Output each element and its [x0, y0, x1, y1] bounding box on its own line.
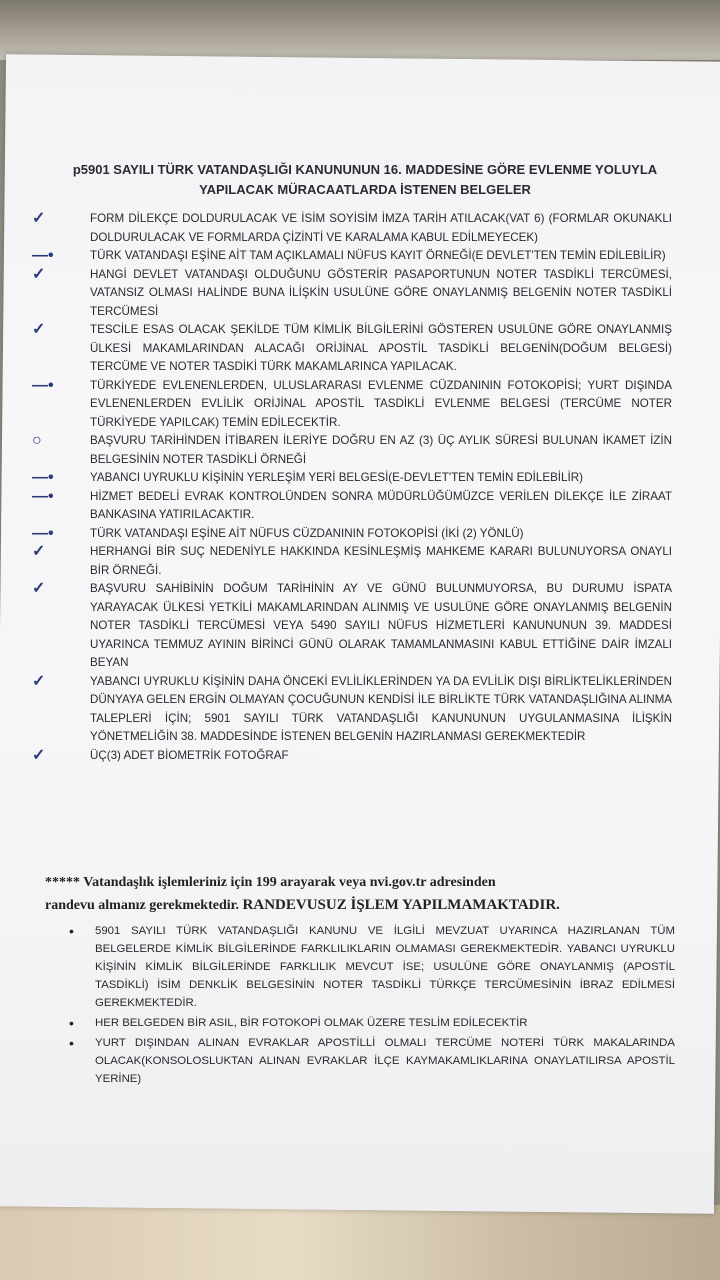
requirement-text: TÜRK VATANDAŞI EŞİNE AİT TAM AÇIKLAMALI NÜFUS KAYIT ÖRNEĞİ(E DEVLET'TEN TEMİN EDİLEBİLİR)	[90, 249, 666, 262]
bullet-icon: •	[69, 1015, 74, 1031]
requirement-text: ÜÇ(3) ADET BİOMETRİK FOTOĞRAF	[90, 748, 289, 762]
note-item	[69, 922, 675, 1012]
appointment-notice	[45, 872, 685, 917]
note-item	[69, 1014, 675, 1032]
requirement-item	[32, 580, 672, 673]
requirement-text: YABANCI UYRUKLU KİŞİNİN DAHA ÖNCEKİ EVLİLİKLERİNDEN YA DA EVLİLİK DIŞI BİRLİKTELİKLERİNDEN DÜNYAYA GELEN ERGİN OLMAYAN ÇOCUĞUNUN KENDİSİ İLE BİRLİKTE TÜRK VATANDAŞLIĞINA ALINMA TALEPLERİ İÇİN; 5901 SAYILI TÜRK VATANDAŞLIĞI KANUNUNUN UYGULANMASINA İLİŞKİN YÖNETMELİĞİN 38. MADDESİNDE İSTENEN BELGENİN HAZIRLANMASI GEREKMEKTEDİR	[90, 674, 672, 743]
requirement-text: HANGİ DEVLET VATANDAŞI OLDUĞUNU GÖSTERİR PASAPORTUNUN NOTER TASDİKLİ TERCÜMESİ, VATANSIZ OLMASI HALİNDE BUNA İLİŞKİN USULÜNE GÖRE ONAYLANMIŞ BELGENİN NOTER TASDİKLİ TERCÜMESİ	[90, 267, 672, 318]
requirement-text: YABANCI UYRUKLU KİŞİNİN YERLEŞİM YERİ BELGESİ(E-DEVLET'TEN TEMİN EDİLEBİLİR)	[90, 471, 583, 484]
requirement-text: TESCİLE ESAS OLACAK ŞEKİLDE TÜM KİMLİK BİLGİLERİNİ GÖSTEREN USULÜNE GÖRE ONAYLANMIŞ ÜLKESİ MAKAMLARINDAN ALACAĞI ORİJİNAL APOSTİL TASDİKLİ BELGENİN(DOĞUM BELGESİ) TERCÜME VE NOTER TASDİKİ TÜRK MAKAMLARINCA YAPILACAK.	[90, 323, 672, 373]
requirement-item	[32, 524, 672, 544]
bullet-icon: •	[69, 1035, 74, 1051]
handwritten-dash-icon: —•	[32, 376, 54, 394]
notice-line-1: ***** Vatandaşlık işlemleriniz için 199 arayarak veya nvi.gov.tr adresinden	[45, 875, 496, 890]
requirement-item	[32, 543, 672, 580]
requirement-item	[32, 487, 672, 525]
note-text: YURT DIŞINDAN ALINAN EVRAKLAR APOSTİLLİ OLMALI TERCÜME NOTERİ TÜRK MAKALARINDA OLACAK(KONSOLOSLUKTAN ALINAN EVRAKLAR İLÇE KAYMAKAMLIKLARINA ONAYLATILIRSA APOSTİL YERİNE)	[95, 1037, 675, 1085]
note-item	[69, 1034, 675, 1088]
requirement-text: BAŞVURU TARİHİNDEN İTİBAREN İLERİYE DOĞRU EN AZ (3) ÜÇ AYLIK SÜRESİ BULUNAN İKAMET İZİN BELGESİNİN NOTER TASDİKLİ ÖRNEĞİ	[90, 434, 672, 466]
handwritten-dash-icon: —•	[32, 247, 54, 264]
notes-list	[69, 922, 675, 1090]
requirement-item	[32, 247, 672, 266]
handwritten-dash-icon: —•	[32, 487, 54, 505]
requirement-text: HERHANGİ BİR SUÇ NEDENİYLE HAKKINDA KESİNLEŞMİŞ MAHKEME KARARI BULUNUYORSA ONAYLI BİR ÖRNEĞİ.	[90, 545, 672, 577]
requirement-item	[32, 672, 672, 747]
handwritten-circle-icon: ○	[32, 432, 42, 449]
requirement-item	[32, 210, 672, 247]
handwritten-check-icon: ✓	[32, 580, 46, 597]
handwritten-check-icon: ✓	[32, 210, 46, 227]
handwritten-check-icon: ✓	[32, 265, 46, 283]
handwritten-check-icon: ✓	[32, 672, 46, 690]
bullet-icon: •	[69, 923, 74, 939]
requirement-item	[32, 376, 672, 433]
requirements-list	[32, 210, 672, 765]
handwritten-check-icon: ✓	[32, 321, 46, 338]
handwritten-dash-icon: —•	[32, 469, 54, 486]
requirement-item	[32, 746, 672, 766]
requirement-text: BAŞVURU SAHİBİNİN DOĞUM TARİHİNİN AY VE GÜNÜ BULUNMUYORSA, BU DURUMU İSPATA YARAYACAK ÜLKESİ YETKİLİ MAKAMLARINDAN ALINMIŞ VE USULÜNE GÖRE ONAYLANMIŞ BELGENİN NOTER TASDİKLİ TERCÜMESİ VEYA 5490 SAYILI NÜFUS HİZMETLERİ KANUNUNUN 39. MADDESİ UYARINCA TEMMUZ AYININ BİRİNCİ GÜNÜ OLARAK TAMAMLANMASINI KABUL ETTİĞİNE DAİR İMZALI BEYAN	[90, 582, 672, 669]
handwritten-check-icon: ✓	[32, 543, 46, 560]
handwritten-check-icon: ✓	[32, 746, 46, 764]
requirement-item	[32, 469, 672, 488]
handwritten-dash-icon: —•	[32, 524, 54, 542]
requirement-text: HİZMET BEDELİ EVRAK KONTROLÜNDEN SONRA MÜDÜRLÜĞÜMÜZCE VERİLEN DİLEKÇE İLE ZİRAAT BANKASINA YATIRILACAKTIR.	[90, 489, 672, 521]
note-text: 5901 SAYILI TÜRK VATANDAŞLIĞI KANUNU VE İLGİLİ MEVZUAT UYARINCA HAZIRLANAN TÜM BELGELERDE KİMLİK BİLGİLERİNDE FARKLILIKLARIN OLMAMASI GEREKMEKTEDİR. YABANCI UYRUKLU KİŞİNİN KİMLİK BİLGİLERİNDE FARKLILIK MEVCUT İSE; USULÜNE GÖRE ONAYLANMIŞ (APOSTİL TASDİKLİ) İSİM DENKLİK BELGESİNİN NOTER TASDİKLİ TÜRKÇE TERCÜMESİNİN İBRAZ EDİLMESİ GEREKMEKTEDİR.	[95, 925, 675, 1009]
document-title: p5901 SAYILI TÜRK VATANDAŞLIĞI KANUNUNUN 16. MADDESİNE GÖRE EVLENME YOLUYLA YAPILACAK MÜRACAATLARDA İSTENEN BELGELER	[72, 162, 658, 197]
notice-line-2-emphasis: RANDEVUSUZ İŞLEM YAPILMAMAKTADIR.	[242, 897, 560, 913]
requirement-text: TÜRK VATANDAŞI EŞİNE AİT NÜFUS CÜZDANININ FOTOKOPİSİ (İKİ (2) YÖNLÜ)	[90, 526, 524, 540]
notice-line-2-text: randevu almanız gerekmektedir.	[45, 898, 240, 913]
requirement-item	[32, 265, 672, 322]
note-text: HER BELGEDEN BİR ASIL, BİR FOTOKOPİ OLMAK ÜZERE TESLİM EDİLECEKTİR	[95, 1017, 528, 1029]
requirement-text: FORM DİLEKÇE DOLDURULACAK VE İSİM SOYİSİM İMZA TARİH ATILACAK(VAT 6) (FORMLAR OKUNAKLI DOLDURULACAK VE FORMLARDA ÇİZİNTİ VE KARALAMA KABUL EDİLMEYECEK)	[90, 212, 672, 244]
notice-line-2	[45, 894, 685, 917]
requirement-item	[32, 432, 672, 469]
requirement-item	[32, 321, 672, 377]
requirement-text: TÜRKİYEDE EVLENENLERDEN, ULUSLARARASI EVLENME CÜZDANININ FOTOKOPİSİ; YURT DIŞINDA EVLENENLERDEN EVLİLİK ORİJİNAL APOSTİL TASDİKLİ EVLENME BELGESİ (TERCÜME NOTER TÜRKİYEDE YAPILCAK) TEMİN EDİLECEKTİR.	[90, 378, 672, 429]
